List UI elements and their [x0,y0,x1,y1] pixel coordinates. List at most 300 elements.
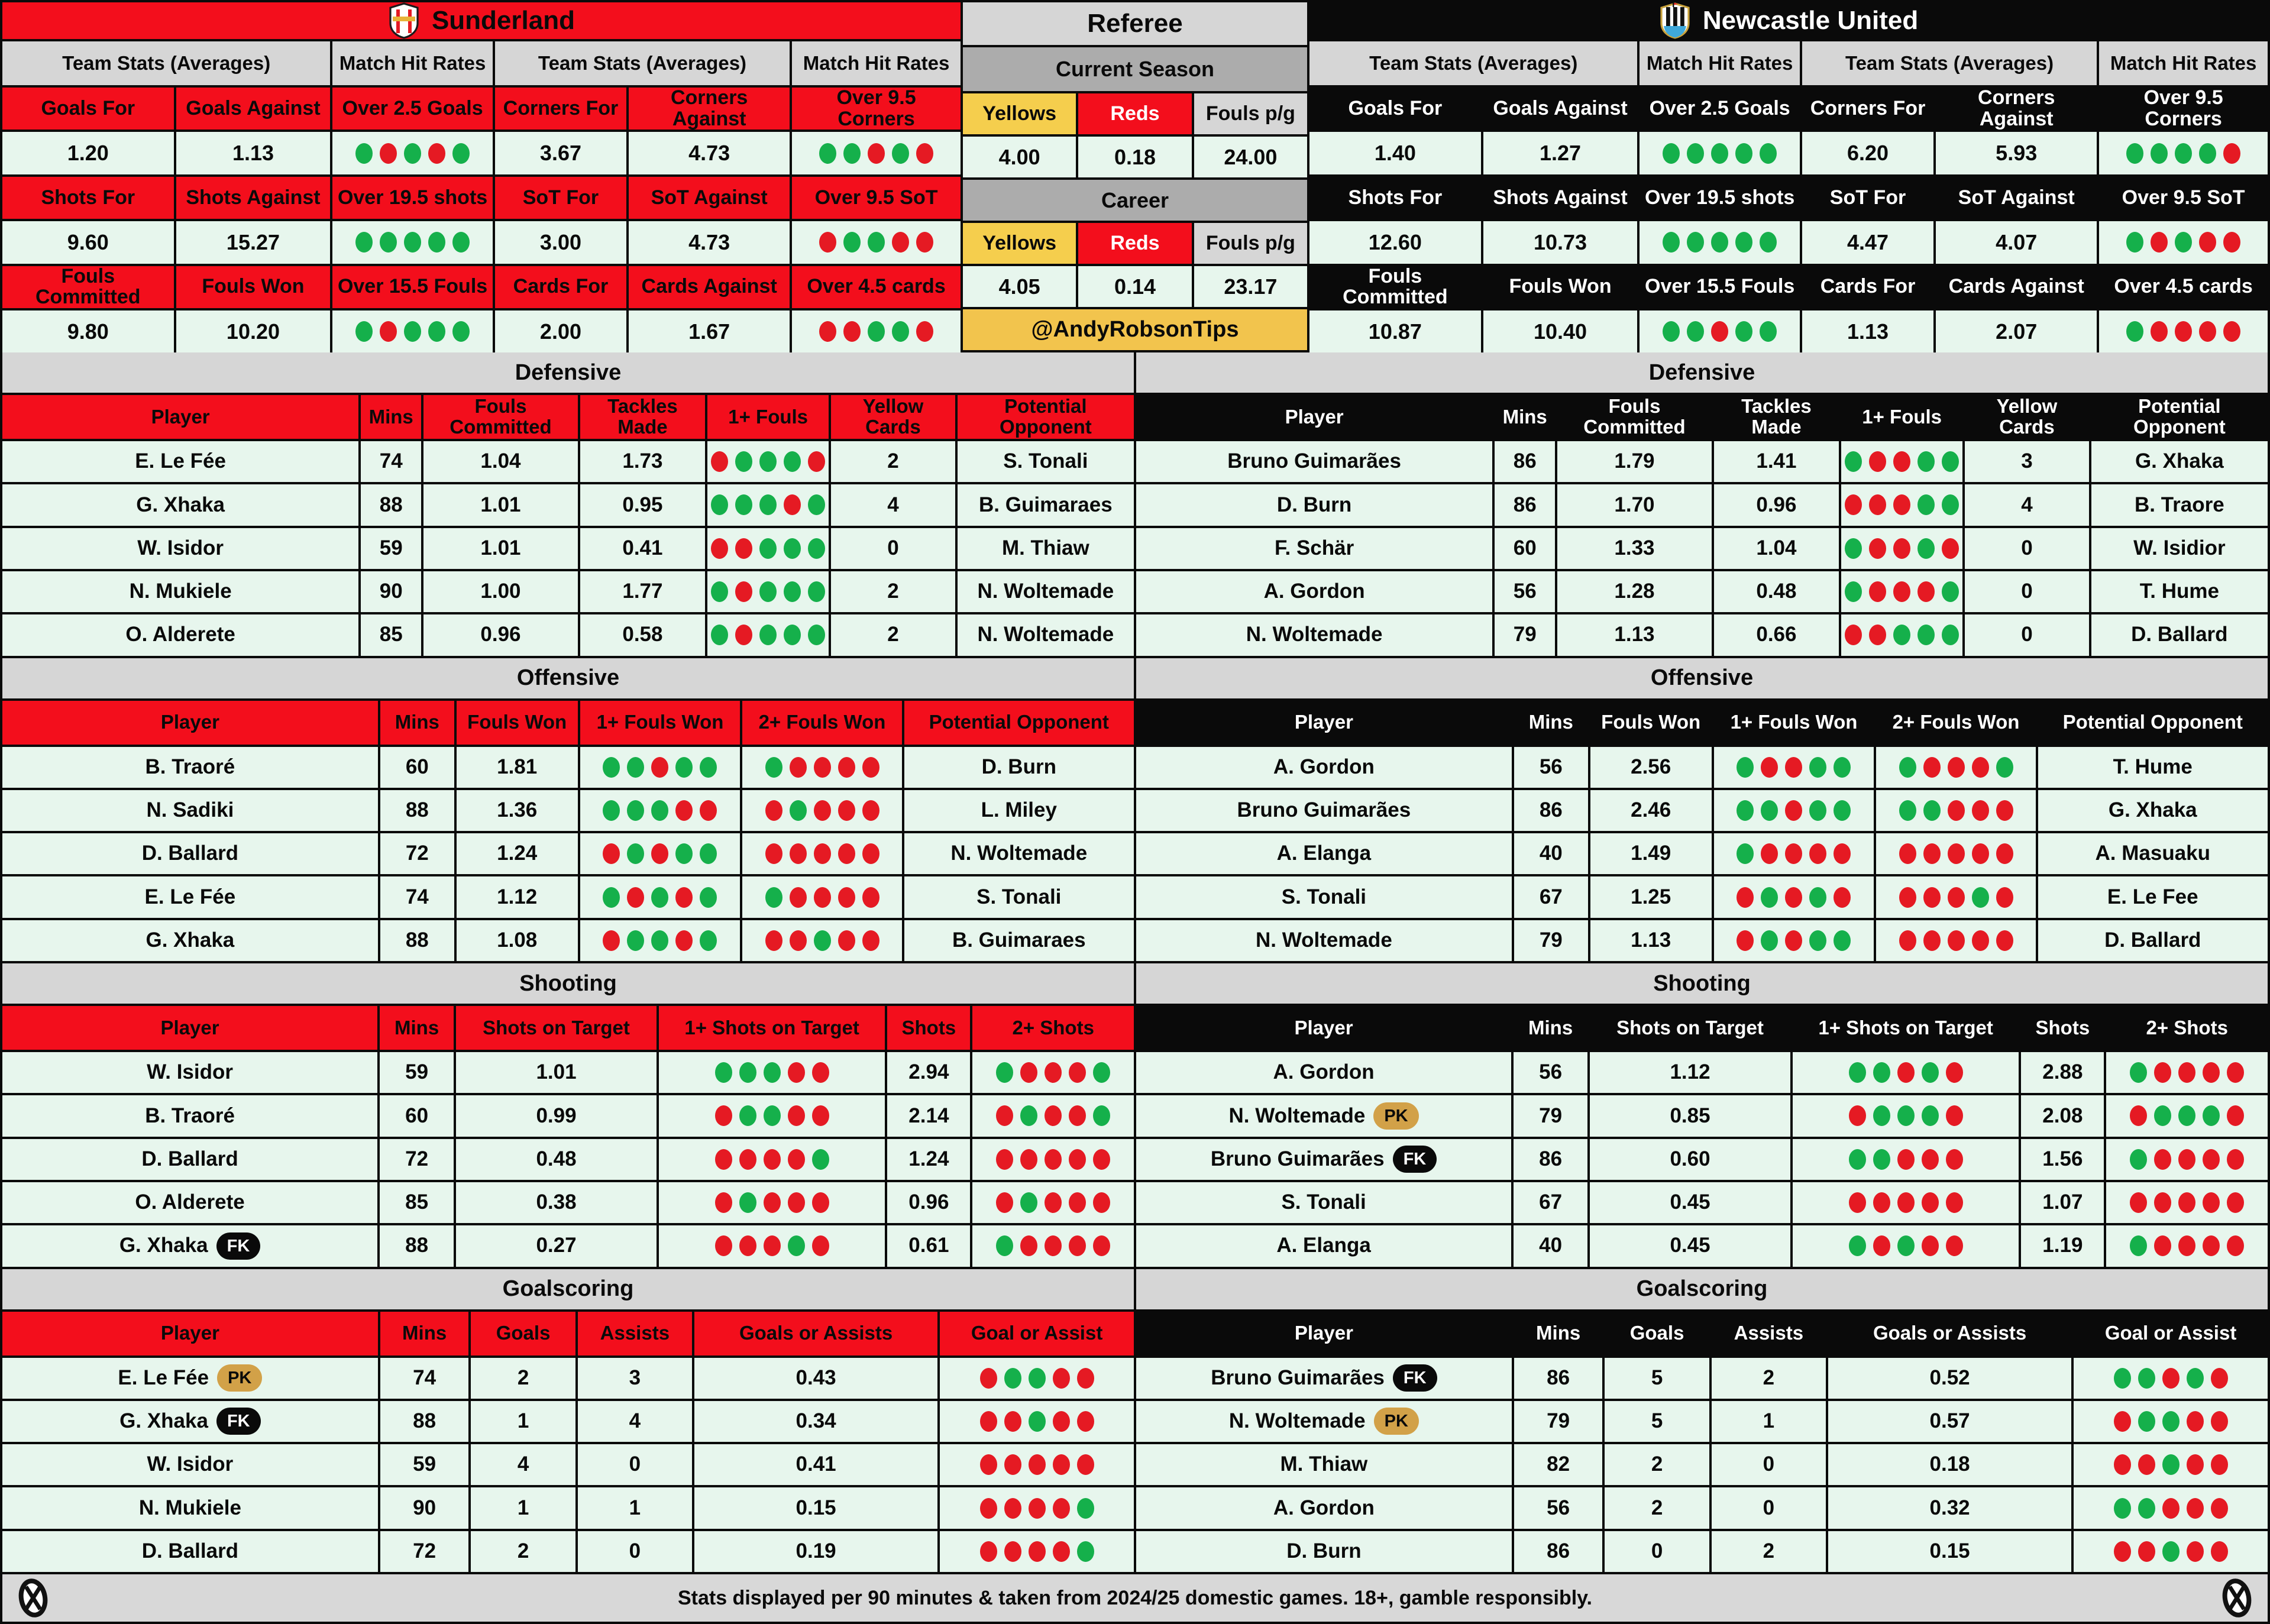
miss-dot [1845,494,1862,515]
hit-dot [1809,930,1826,951]
hit-dot [2178,1105,2195,1126]
shots-cell: 1.56 [2021,1139,2104,1180]
stat-label-cell: SoT For [495,177,626,219]
hit-dot [739,1105,756,1126]
fouls-committed-cell: 1.28 [1557,571,1712,612]
player-name-cell [1136,1531,1512,1572]
away-shooting-table [1136,1006,2268,1267]
miss-dot [788,1105,805,1126]
miss-dot [2130,1192,2147,1213]
shots-on-target-cell: 0.85 [1590,1095,1790,1136]
player-name: E. Le Fée [144,885,236,908]
player-name: D. Ballard [141,1147,238,1170]
hit-rates-header: Match Hit Rates [792,41,961,85]
miss-dot [764,1149,781,1170]
miss-dot [2187,1498,2204,1519]
two-plus-fouls-won-dots [742,790,901,831]
one-plus-sot-dots [659,1052,885,1093]
miss-dot [1045,1062,1062,1083]
stat-label-cell: Shots For [1309,177,1481,219]
goal-or-assist-dots [940,1487,1134,1528]
stat-value-cell: 10.20 [176,310,331,352]
miss-dot [1053,1498,1070,1519]
mins-cell: 40 [1514,833,1588,874]
footer-logo-icon [2222,1578,2252,1617]
player-name-cell [2,1401,378,1442]
set-piece-badge: FK [1393,1364,1437,1392]
shots-cell: 2.14 [887,1095,970,1136]
one-plus-fouls-dots [1841,614,1962,655]
referee-title: Referee [1087,9,1183,38]
miss-dot [788,1149,805,1170]
fouls-committed-cell: 1.04 [423,441,578,482]
fouls-won-cell: 1.49 [1590,833,1712,874]
player-name: A. Gordon [1273,1496,1375,1519]
col-header: Mins [380,1312,469,1356]
miss-dot [1761,757,1778,778]
miss-dot [1093,1192,1110,1213]
hit-dot [808,494,825,515]
hit-dot [764,1105,781,1126]
miss-dot [1948,887,1965,908]
miss-dot [862,930,879,951]
hit-dot [715,1062,732,1083]
section-title: Goalscoring [2,1269,1134,1309]
miss-dot [1093,1149,1110,1170]
hit-rate-dots [792,132,961,174]
yellow-cards-cell: 0 [1965,571,2089,612]
hit-dot [1873,1149,1890,1170]
miss-dot [739,1149,756,1170]
stat-label-cell: Fouls Won [1483,266,1638,308]
player-name-cell [2,747,378,788]
shots-cell: 1.19 [2021,1225,2104,1266]
stat-label-cell: Over 9.5 Corners [2099,88,2268,130]
fouls-committed-cell: 1.33 [1557,528,1712,569]
hit-dot [428,232,445,253]
hit-dot [1942,625,1959,645]
assists-cell: 0 [578,1531,692,1572]
player-name: D. Burn [1286,1539,1362,1562]
stat-label-cell: Over 19.5 shots [332,177,492,219]
stat-label-cell: Over 2.5 Goals [332,88,492,130]
miss-dot [1785,843,1802,864]
hit-rates-header: Match Hit Rates [332,41,492,85]
player-name: N. Mukiele [129,580,232,603]
fouls-won-cell: 1.25 [1590,876,1712,917]
one-plus-sot-dots [1793,1052,2019,1093]
top-section [2,2,2268,350]
miss-dot [2199,232,2216,253]
player-name-cell [1136,876,1512,917]
current-yellows-value: 4.00 [963,137,1076,177]
player-name: S. Tonali [1281,885,1367,908]
fouls-pg-header: Fouls p/g [1194,93,1307,134]
hit-dot [2114,1498,2131,1519]
shots-cell: 2.88 [2021,1052,2104,1093]
referee-column [963,2,1307,350]
set-piece-badge: PK [1374,1408,1419,1435]
hit-dot [996,1235,1013,1256]
hit-dot [1809,757,1826,778]
col-header: Player [2,1312,378,1356]
hit-dot [603,887,620,908]
one-plus-sot-dots [1793,1225,2019,1266]
hit-dot [1996,757,2013,778]
hit-dot [651,930,668,951]
hit-dot [1917,625,1935,645]
assists-cell: 4 [578,1401,692,1442]
current-reds-value: 0.18 [1078,137,1191,177]
hit-dot [1942,494,1959,515]
defensive-section [2,352,2268,656]
player-name-cell [1136,528,1492,569]
player-name-cell [1136,1052,1511,1093]
player-name: N. Woltemade [1228,1409,1366,1433]
player-name-cell [2,876,378,917]
stat-value-cell: 1.67 [629,310,790,352]
hit-dot [759,581,777,602]
miss-dot [2154,1149,2171,1170]
player-name-cell [1136,1487,1512,1528]
hit-dot [1093,1105,1110,1126]
player-name-cell [2,1531,378,1572]
miss-dot [812,1235,829,1256]
miss-dot [1069,1149,1086,1170]
goals-or-assists-cell: 0.19 [694,1531,937,1572]
hit-dot [700,930,717,951]
shots-on-target-cell: 1.12 [1590,1052,1790,1093]
hit-dot [404,143,421,164]
hit-rate-dots [2099,221,2268,263]
career-yellows-value: 4.05 [963,266,1076,307]
player-name-cell [1136,614,1492,655]
miss-dot [1869,625,1886,645]
hit-dot [1711,232,1728,253]
hit-dot [868,232,885,253]
goal-or-assist-dots [940,1531,1134,1572]
col-header: Player [1136,1006,1511,1050]
mins-cell: 86 [1495,441,1555,482]
goals-or-assists-cell: 0.34 [694,1401,937,1442]
miss-dot [2114,1541,2131,1562]
player-name: N. Sadiki [146,798,234,822]
miss-dot [784,494,801,515]
player-name: G. Xhaka [136,493,225,516]
potential-opponent-cell: B. Guimaraes [904,920,1134,961]
miss-dot [715,1192,732,1213]
col-header: 1+ Fouls Won [580,701,741,745]
miss-dot [627,887,644,908]
player-name-cell [1136,571,1492,612]
miss-dot [1893,494,1910,515]
home-defensive-table [2,395,1134,656]
stat-label-cell: Goals For [2,88,174,130]
hit-dot [1972,887,1989,908]
mins-cell: 88 [380,790,454,831]
hit-dot [2126,232,2143,253]
hit-dot [759,625,777,645]
goals-cell: 2 [1605,1487,1709,1528]
goals-cell: 0 [1605,1531,1709,1572]
col-header: 1+ Fouls [707,395,829,439]
two-plus-fouls-won-dots [1876,747,2035,788]
col-header: Potential Opponent [904,701,1134,745]
hit-dot [1845,451,1862,472]
miss-dot [2211,1368,2228,1389]
stat-label-cell: SoT For [1802,177,1933,219]
col-header: 2+ Fouls Won [742,701,901,745]
stat-label-cell: SoT Against [629,177,790,219]
mins-cell: 72 [380,1531,469,1572]
fouls-committed-cell: 1.13 [1557,614,1712,655]
hit-dot [2114,1368,2131,1389]
mins-cell: 85 [361,614,421,655]
goals-or-assists-cell: 0.41 [694,1444,937,1485]
miss-dot [715,1235,732,1256]
mins-cell: 86 [1514,1358,1603,1399]
hit-dot [675,843,693,864]
stat-label-cell: Goals Against [176,88,331,130]
tackles-made-cell: 0.95 [580,484,705,525]
miss-dot [1873,1235,1890,1256]
mins-cell: 90 [361,571,421,612]
miss-dot [1711,321,1728,342]
miss-dot [996,1149,1013,1170]
miss-dot [2227,1105,2244,1126]
hit-dot [2203,1105,2220,1126]
col-header: Goal or Assist [940,1312,1134,1356]
col-header: 1+ Shots on Target [659,1006,885,1050]
miss-dot [788,1062,805,1083]
miss-dot [675,800,693,821]
home-team-column [2,2,961,350]
mins-cell: 86 [1495,484,1555,525]
player-name: Bruno Guimarães [1210,1147,1385,1170]
hit-dot [1735,232,1752,253]
shots-on-target-cell: 0.38 [456,1182,657,1223]
shots-cell: 1.07 [2021,1182,2104,1223]
miss-dot [1045,1105,1062,1126]
home-team-title-bar [2,2,961,39]
away-team-column [1309,2,2268,350]
miss-dot [814,843,831,864]
miss-dot [1069,1235,1086,1256]
hit-dot [808,538,825,559]
miss-dot [1004,1541,1021,1562]
miss-dot [843,321,861,342]
stat-label-cell: Cards Against [1936,266,2097,308]
miss-dot [603,930,620,951]
hit-dot [355,321,373,342]
hit-dot [1834,930,1851,951]
miss-dot [1948,757,1965,778]
col-header: Player [2,395,358,439]
miss-dot [1069,1105,1086,1126]
goal-or-assist-dots [2074,1444,2268,1485]
one-plus-fouls-won-dots [580,876,741,917]
goals-cell: 1 [471,1401,575,1442]
miss-dot [735,538,752,559]
goalscoring-section [2,1269,2268,1573]
miss-dot [819,232,836,253]
player-name-cell [1136,1358,1512,1399]
miss-dot [980,1411,997,1432]
col-header: 2+ Fouls Won [1876,701,2035,745]
goals-or-assists-cell: 0.15 [694,1487,937,1528]
miss-dot [1946,1062,1963,1083]
player-name: O. Alderete [135,1190,245,1214]
hit-dot [2151,143,2168,164]
player-name-cell [1136,1139,1511,1180]
miss-dot [2187,1454,2204,1475]
one-plus-fouls-won-dots [1714,876,1874,917]
one-plus-fouls-dots [707,484,829,525]
hit-dot [892,321,909,342]
hit-dot [1711,143,1728,164]
potential-opponent-cell: N. Woltemade [958,571,1134,612]
miss-dot [2211,1541,2228,1562]
player-name: O. Alderete [125,623,235,646]
miss-dot [1834,843,1851,864]
team-stats-header: Team Stats (Averages) [1309,41,1637,85]
col-header: Tackles Made [1714,395,1839,439]
fouls-committed-cell: 1.01 [423,528,578,569]
two-plus-fouls-won-dots [742,876,901,917]
fouls-committed-cell: 1.01 [423,484,578,525]
one-plus-sot-dots [1793,1139,2019,1180]
stat-label-cell: Shots Against [1483,177,1638,219]
mins-cell: 56 [1514,1052,1587,1093]
miss-dot [1053,1454,1070,1475]
two-plus-shots-dots [2106,1139,2268,1180]
hit-dot [1899,757,1916,778]
miss-dot [2138,1454,2155,1475]
hit-dot [1004,1368,1021,1389]
one-plus-fouls-won-dots [1714,833,1874,874]
miss-dot [862,843,879,864]
potential-opponent-cell: G. Xhaka [2091,441,2268,482]
referee-grid [963,47,1307,350]
mins-cell: 72 [380,833,454,874]
miss-dot [1948,800,1965,821]
hit-dot [404,232,421,253]
hit-rate-dots [792,221,961,263]
player-name: F. Schär [1275,536,1354,559]
team-stats-header: Team Stats (Averages) [2,41,330,85]
player-name-cell [2,1444,378,1485]
yellow-cards-cell: 4 [831,484,955,525]
miss-dot [916,143,933,164]
set-piece-badge: FK [216,1232,261,1260]
away-goalscoring-table [1136,1312,2268,1573]
player-name: Bruno Guimarães [1227,449,1401,473]
miss-dot [2187,1411,2204,1432]
miss-dot [1897,1062,1915,1083]
mins-cell: 72 [380,1139,454,1180]
hit-dot [2138,1498,2155,1519]
miss-dot [1020,1235,1037,1256]
hit-dot [1761,800,1778,821]
miss-dot [380,321,397,342]
two-plus-fouls-won-dots [742,747,901,788]
hit-dot [2138,1411,2155,1432]
col-header: Mins [1514,701,1588,745]
potential-opponent-cell: E. Le Fee [2038,876,2268,917]
hit-dot [700,887,717,908]
stat-label-cell: Shots Against [176,177,331,219]
miss-dot [790,843,807,864]
player-name: Bruno Guimarães [1237,798,1411,822]
two-plus-fouls-won-dots [1876,920,2035,961]
miss-dot [1069,1192,1086,1213]
career-header: Career [963,180,1307,221]
stat-value-cell: 10.87 [1309,310,1481,352]
miss-dot [1893,581,1910,602]
away-team-name: Newcastle United [1702,6,1919,35]
stat-label-cell: Over 4.5 cards [2099,266,2268,308]
shooting-section [2,963,2268,1267]
miss-dot [838,800,855,821]
hit-dot [814,930,831,951]
col-header: Yellow Cards [831,395,955,439]
hit-dot [1760,232,1777,253]
social-handle: @AndyRobsonTips [963,309,1307,350]
miss-dot [1899,887,1916,908]
miss-dot [1897,1149,1915,1170]
player-name-cell [2,1182,377,1223]
hit-rate-dots [1640,310,1799,352]
player-name-cell [2,920,378,961]
player-name: G. Xhaka [119,1409,208,1433]
goal-or-assist-dots [940,1444,1134,1485]
miss-dot [790,887,807,908]
stat-value-cell: 4.73 [629,221,790,263]
col-header: Goals [1605,1312,1709,1356]
fouls-won-cell: 1.13 [1590,920,1712,961]
mins-cell: 85 [380,1182,454,1223]
stat-label-cell: SoT Against [1936,177,2097,219]
hit-dot [2154,1105,2171,1126]
player-name: A. Gordon [1273,1060,1375,1084]
miss-dot [2199,321,2216,342]
miss-dot [868,143,885,164]
hit-dot [2130,1062,2147,1083]
fouls-won-cell: 2.46 [1590,790,1712,831]
miss-dot [428,143,445,164]
miss-dot [980,1368,997,1389]
col-header: Yellow Cards [1965,395,2089,439]
miss-dot [1761,843,1778,864]
stat-label-cell: Corners For [1802,88,1933,130]
miss-dot [996,1105,1013,1126]
mins-cell: 56 [1514,1487,1603,1528]
stat-label-cell: Over 19.5 shots [1640,177,1799,219]
stat-label-cell: Corners Against [1936,88,2097,130]
col-header: Fouls Committed [1557,395,1712,439]
miss-dot [1893,451,1910,472]
miss-dot [2203,1149,2220,1170]
potential-opponent-cell: D. Ballard [2091,614,2268,655]
player-name: N. Woltemade [1246,623,1383,646]
miss-dot [2175,321,2192,342]
player-name-cell [2,1139,377,1180]
miss-dot [1996,930,2013,951]
mins-cell: 82 [1514,1444,1603,1485]
stat-label-cell: Cards Against [629,266,790,308]
shots-on-target-cell: 0.99 [456,1095,657,1136]
footer-bar [2,1574,2268,1622]
